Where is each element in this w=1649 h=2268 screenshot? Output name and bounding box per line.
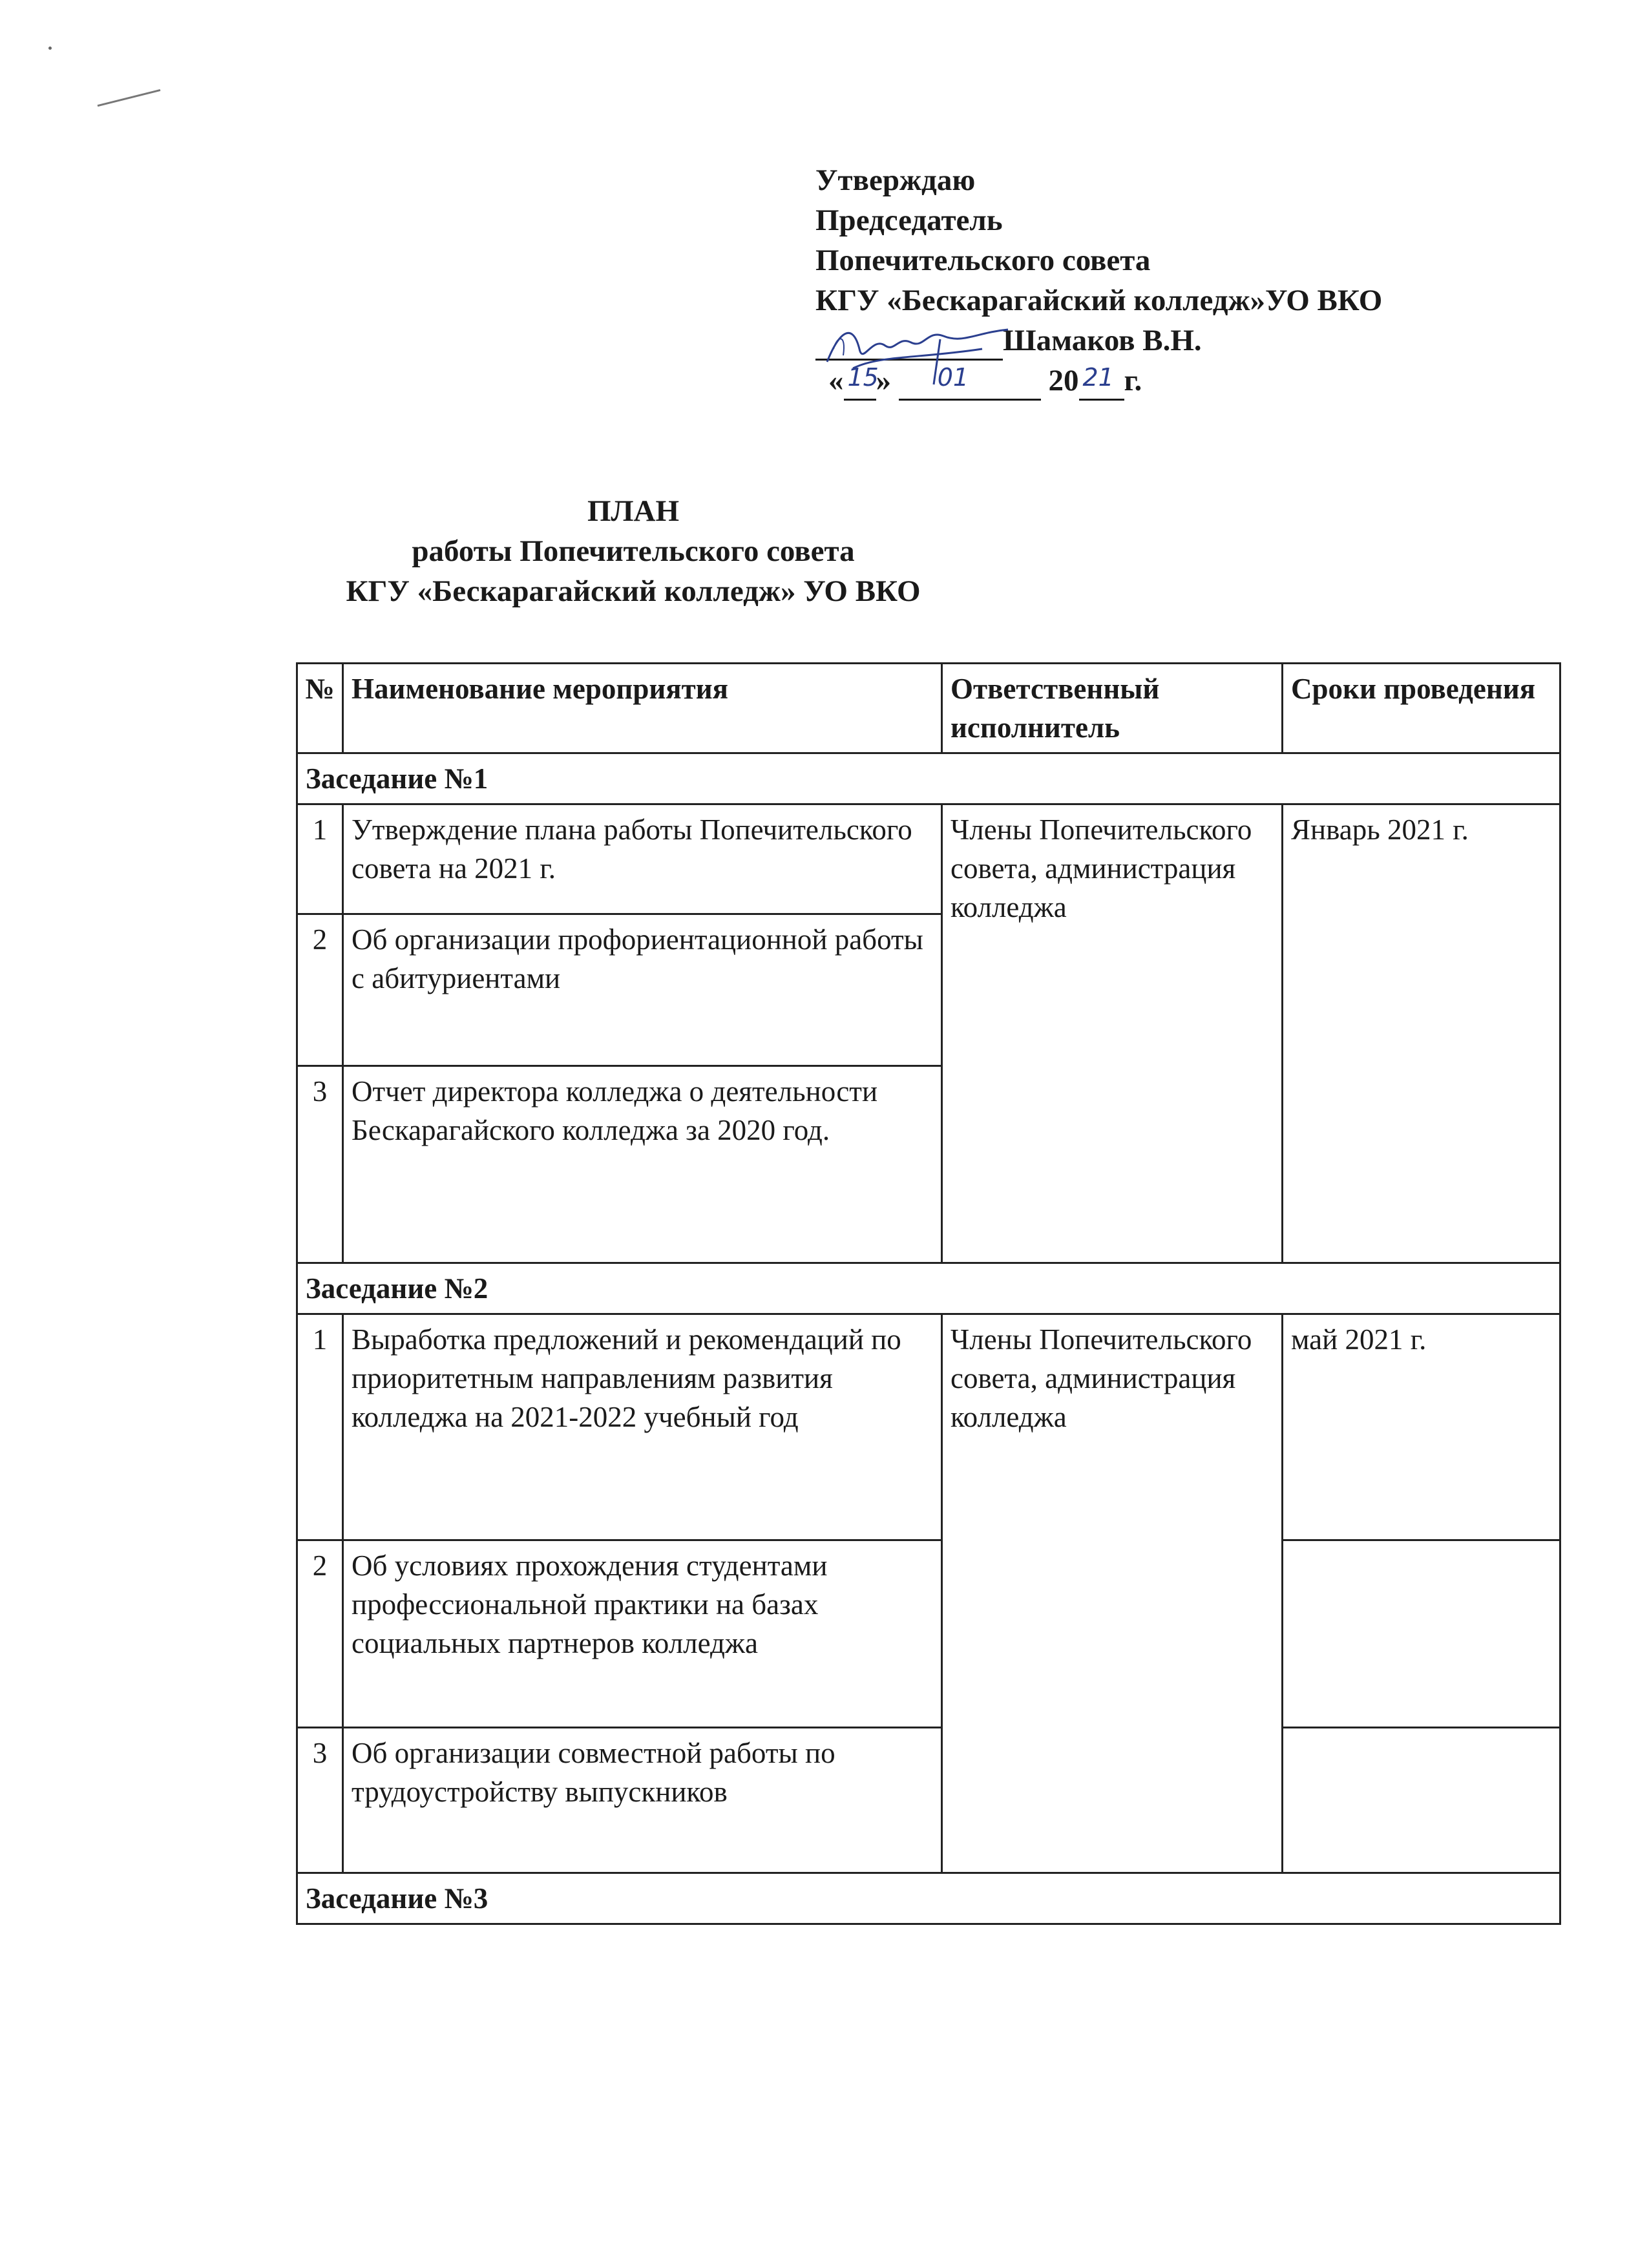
date-year-blank (1079, 363, 1124, 401)
date-day-handwritten: 15 (847, 363, 879, 392)
row-event: Выработка предложений и рекомендаций по приоритетным направлениям развития колледжа на 2021-2022 учебный год (343, 1314, 942, 1540)
title-plan: ПЛАН (587, 494, 680, 528)
date-open-quote: « (828, 364, 844, 397)
date-close-quote: » (876, 364, 891, 397)
row-event: Об организации профориентационной работы с абитуриентами (343, 914, 942, 1066)
row-deadline: Январь 2021 г. (1283, 804, 1560, 1263)
approval-line-approve: Утверждаю (815, 163, 976, 197)
handwritten-signature (814, 310, 1014, 388)
table-row (297, 1540, 1560, 1728)
date-suffix: г. (1124, 364, 1142, 397)
document-title (0, 491, 1266, 611)
row-num: 1 (297, 804, 343, 914)
title-subject: работы Попечительского совета (412, 534, 855, 568)
row-deadline-empty (1283, 1540, 1560, 1728)
table-header-row (297, 664, 1560, 753)
row-event: Утверждение плана работы Попечительского совета на 2021 г. (343, 804, 942, 914)
table-row (297, 804, 1560, 914)
row-event: Об условиях прохождения студентами профессиональной практики на базах социальных партнеров колледжа (343, 1540, 942, 1728)
row-event: Об организации совместной работы по трудоустройству выпускников (343, 1728, 942, 1873)
row-num: 2 (297, 914, 343, 1066)
header-responsible: Ответственный исполнитель (942, 664, 1283, 753)
row-deadline: май 2021 г. (1283, 1314, 1560, 1540)
table-row (297, 1314, 1560, 1540)
row-responsible: Члены Попечительского совета, администрация колледжа (942, 804, 1283, 1263)
row-num: 3 (297, 1066, 343, 1263)
row-responsible: Члены Попечительского совета, администрация колледжа (942, 1314, 1283, 1873)
scan-speck (48, 47, 52, 50)
row-num: 2 (297, 1540, 343, 1728)
section-row (297, 1263, 1560, 1314)
approval-line-council: Попечительского совета (815, 244, 1151, 277)
scan-pen-mark (98, 89, 162, 109)
row-event: Отчет директора колледжа о деятельности Бескарагайского колледжа за 2020 год. (343, 1066, 942, 1263)
header-num: № (297, 664, 343, 753)
row-num: 3 (297, 1728, 343, 1873)
title-organization: КГУ «Бескарагайский колледж» УО ВКО (346, 574, 921, 608)
section-row (297, 1873, 1560, 1924)
section-row (297, 753, 1560, 804)
row-deadline-empty (1283, 1728, 1560, 1873)
date-year-prefix: 20 (1048, 364, 1079, 397)
section-title: Заседание №3 (297, 1873, 1560, 1924)
section-title: Заседание №1 (297, 753, 1560, 804)
date-year-handwritten: 21 (1082, 363, 1114, 392)
section-title: Заседание №2 (297, 1263, 1560, 1314)
header-deadline: Сроки проведения (1283, 664, 1560, 753)
row-num: 1 (297, 1314, 343, 1540)
table-row (297, 1728, 1560, 1873)
date-month-handwritten: 01 (937, 363, 969, 392)
approval-line-organization: КГУ «Бескарагайский колледж»УО ВКО (815, 284, 1383, 317)
signer-name: Шамаков В.Н. (1003, 324, 1202, 357)
plan-table (296, 662, 1561, 1925)
approval-line-chairman: Председатель (815, 204, 1003, 237)
header-event: Наименование мероприятия (343, 664, 942, 753)
